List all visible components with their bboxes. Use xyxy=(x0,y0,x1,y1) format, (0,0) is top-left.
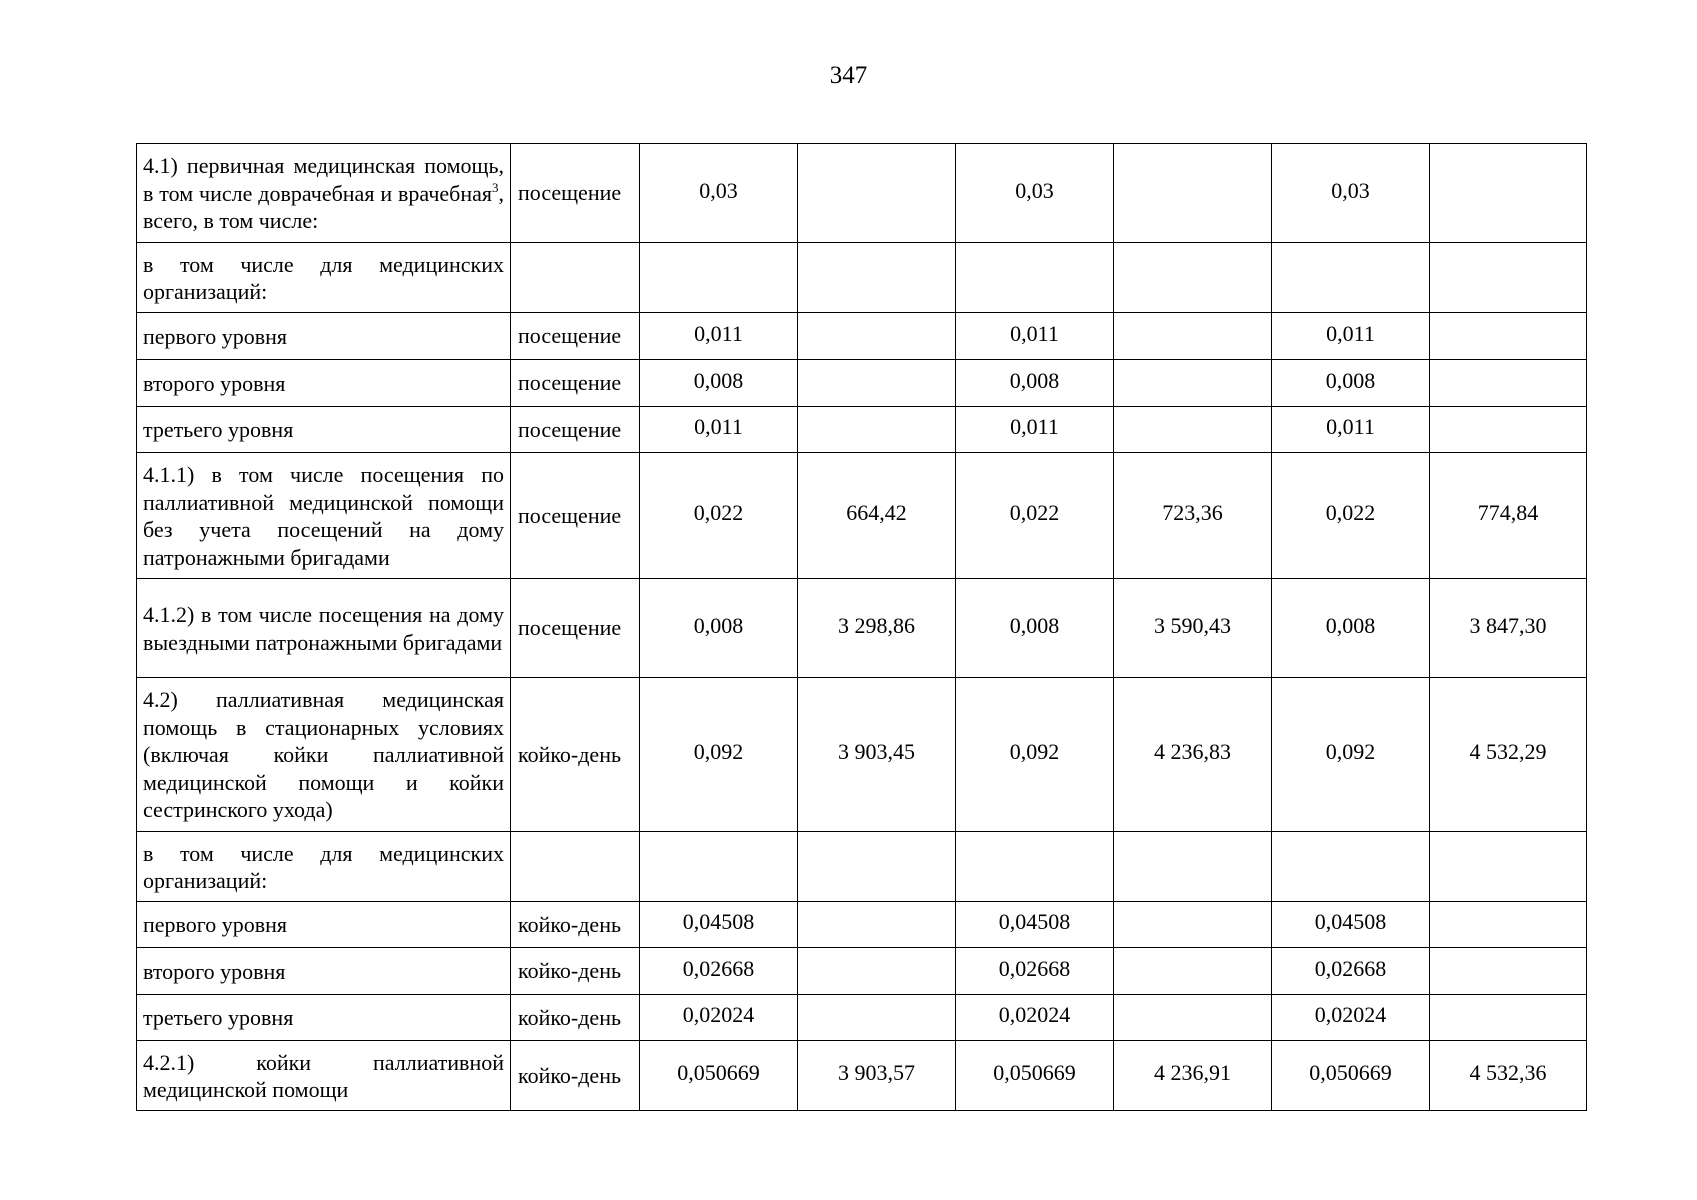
cell-value xyxy=(1114,407,1272,453)
cell-value: 0,008 xyxy=(1272,360,1430,407)
row-unit: койко-день xyxy=(511,948,640,995)
cell-value xyxy=(956,243,1114,313)
table-row xyxy=(137,243,1587,313)
cell-value: 0,03 xyxy=(956,144,1114,243)
cell-value: 3 903,45 xyxy=(798,678,956,832)
cell-value xyxy=(798,144,956,243)
table-row xyxy=(137,1041,1587,1111)
cell-value xyxy=(1114,832,1272,902)
cell-value: 0,008 xyxy=(640,579,798,678)
cell-value: 0,011 xyxy=(640,407,798,453)
cell-value: 0,02024 xyxy=(956,995,1114,1041)
cell-value xyxy=(1114,144,1272,243)
row-name: второго уровня xyxy=(137,948,511,995)
row-unit: посещение xyxy=(511,453,640,579)
cell-value: 0,02024 xyxy=(640,995,798,1041)
table-row xyxy=(137,902,1587,948)
cell-value xyxy=(1430,948,1587,995)
cell-value: 3 590,43 xyxy=(1114,579,1272,678)
row-unit xyxy=(511,832,640,902)
table-row xyxy=(137,948,1587,995)
row-unit: посещение xyxy=(511,144,640,243)
cell-value: 0,050669 xyxy=(640,1041,798,1111)
cell-value: 0,092 xyxy=(640,678,798,832)
row-unit: койко-день xyxy=(511,1041,640,1111)
cell-value: 4 236,83 xyxy=(1114,678,1272,832)
cell-value xyxy=(798,902,956,948)
cell-value xyxy=(1430,360,1587,407)
cell-value xyxy=(1430,313,1587,360)
page-number: 347 xyxy=(829,62,868,89)
cell-value xyxy=(1114,995,1272,1041)
cell-value: 0,011 xyxy=(1272,313,1430,360)
row-name: 4.2.1) койки паллиативной медицинской помощи xyxy=(137,1041,511,1111)
cell-value: 0,04508 xyxy=(1272,902,1430,948)
cell-value xyxy=(1272,832,1430,902)
cell-value xyxy=(798,407,956,453)
row-unit xyxy=(511,243,640,313)
cell-value xyxy=(1430,995,1587,1041)
row-name: в том числе для медицинских организаций: xyxy=(137,243,511,313)
cell-value: 0,02668 xyxy=(1272,948,1430,995)
cell-value: 774,84 xyxy=(1430,453,1587,579)
footnote-mark: 3 xyxy=(492,179,499,195)
cell-value xyxy=(1114,902,1272,948)
cell-value: 3 298,86 xyxy=(798,579,956,678)
cell-value xyxy=(798,313,956,360)
row-name: третьего уровня xyxy=(137,407,511,453)
row-name: в том числе для медицинских организаций: xyxy=(137,832,511,902)
cell-value: 0,050669 xyxy=(956,1041,1114,1111)
cell-value: 0,011 xyxy=(956,313,1114,360)
cell-value: 0,022 xyxy=(640,453,798,579)
table-row xyxy=(137,453,1587,579)
cell-value: 0,008 xyxy=(640,360,798,407)
cell-value: 0,008 xyxy=(1272,579,1430,678)
cell-value xyxy=(1430,832,1587,902)
row-unit: койко-день xyxy=(511,902,640,948)
table-row xyxy=(137,579,1587,678)
row-unit: койко-день xyxy=(511,995,640,1041)
cell-value: 0,022 xyxy=(956,453,1114,579)
cell-value xyxy=(956,832,1114,902)
cell-value: 0,022 xyxy=(1272,453,1430,579)
row-name: второго уровня xyxy=(137,360,511,407)
cell-value xyxy=(640,243,798,313)
cell-value: 0,092 xyxy=(1272,678,1430,832)
table-row xyxy=(137,832,1587,902)
table-row xyxy=(137,144,1587,243)
cell-value xyxy=(1430,243,1587,313)
cell-value: 0,011 xyxy=(640,313,798,360)
cell-value: 0,02668 xyxy=(640,948,798,995)
cell-value xyxy=(798,243,956,313)
cell-value xyxy=(1114,948,1272,995)
cell-value: 4 532,36 xyxy=(1430,1041,1587,1111)
table-row xyxy=(137,995,1587,1041)
row-unit: посещение xyxy=(511,579,640,678)
cell-value xyxy=(1430,902,1587,948)
cell-value: 0,04508 xyxy=(956,902,1114,948)
table-row xyxy=(137,407,1587,453)
cell-value xyxy=(798,360,956,407)
cell-value xyxy=(798,832,956,902)
cell-value: 0,03 xyxy=(640,144,798,243)
row-unit: посещение xyxy=(511,407,640,453)
cell-value: 3 903,57 xyxy=(798,1041,956,1111)
cell-value: 0,011 xyxy=(1272,407,1430,453)
row-unit: посещение xyxy=(511,360,640,407)
cell-value xyxy=(1114,360,1272,407)
cell-value: 4 532,29 xyxy=(1430,678,1587,832)
row-name: 4.1.2) в том числе посещения на дому выездными патронажными бригадами xyxy=(137,579,511,678)
cell-value: 0,011 xyxy=(956,407,1114,453)
cell-value: 4 236,91 xyxy=(1114,1041,1272,1111)
cell-value xyxy=(1272,243,1430,313)
row-name: 4.2) паллиативная медицинская помощь в стационарных условиях (включая койки паллиативной медицинской помощи и койки сестринского ухода) xyxy=(137,678,511,832)
row-name: третьего уровня xyxy=(137,995,511,1041)
row-name: 4.1) первичная медицинская помощь, в том числе доврачебная и врачебная$^3$, всего, в том числе: xyxy=(137,144,511,243)
cell-value xyxy=(1114,313,1272,360)
row-name: первого уровня xyxy=(137,902,511,948)
cell-value: 0,04508 xyxy=(640,902,798,948)
table-row xyxy=(137,313,1587,360)
cell-value: 0,02024 xyxy=(1272,995,1430,1041)
cell-value: 664,42 xyxy=(798,453,956,579)
row-unit: койко-день xyxy=(511,678,640,832)
data-table xyxy=(136,143,1587,1111)
table-row xyxy=(137,360,1587,407)
cell-value xyxy=(640,832,798,902)
cell-value xyxy=(1430,407,1587,453)
cell-value: 0,050669 xyxy=(1272,1041,1430,1111)
cell-value: 0,008 xyxy=(956,360,1114,407)
cell-value: 0,092 xyxy=(956,678,1114,832)
cell-value: 0,03 xyxy=(1272,144,1430,243)
row-unit: посещение xyxy=(511,313,640,360)
row-name: 4.1.1) в том числе посещения по паллиативной медицинской помощи без учета посещений на дому патронажными бригадами xyxy=(137,453,511,579)
table-row xyxy=(137,678,1587,832)
row-name: первого уровня xyxy=(137,313,511,360)
cell-value: 3 847,30 xyxy=(1430,579,1587,678)
cell-value xyxy=(798,948,956,995)
cell-value xyxy=(798,995,956,1041)
cell-value xyxy=(1430,144,1587,243)
cell-value: 0,02668 xyxy=(956,948,1114,995)
cell-value: 723,36 xyxy=(1114,453,1272,579)
cell-value: 0,008 xyxy=(956,579,1114,678)
cell-value xyxy=(1114,243,1272,313)
